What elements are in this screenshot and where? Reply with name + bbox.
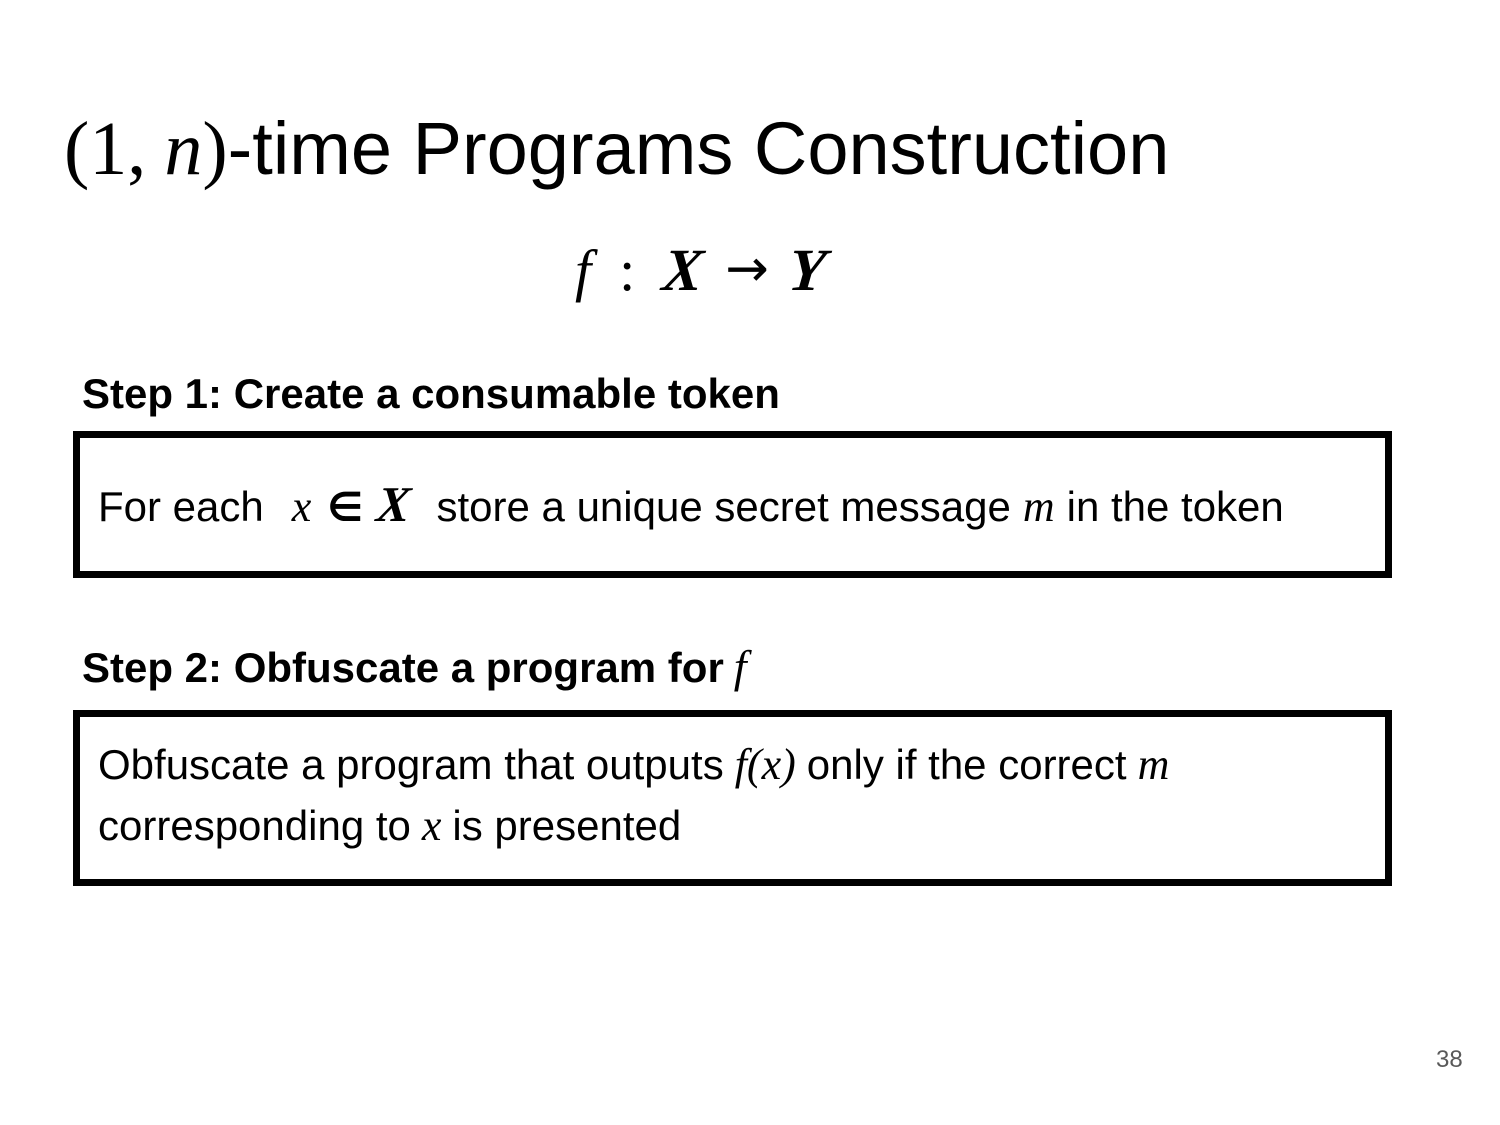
- slide-title: [64, 104, 1169, 195]
- step2-box-line1: [98, 735, 1365, 796]
- title-math-close: ): [202, 107, 228, 191]
- step1-box-text: [98, 470, 1284, 539]
- page-number: 38: [1436, 1046, 1463, 1073]
- title-math-var-n: n: [164, 107, 203, 191]
- step2-box-line2: [98, 796, 1365, 857]
- step1-text-in-token: in the token: [1066, 483, 1284, 530]
- element-of-symbol: ∈: [327, 485, 364, 531]
- formula-colon: :: [619, 238, 636, 303]
- step1-text-store: store a unique secret message: [436, 483, 1011, 530]
- step2-text-obfuscate: Obfuscate a program that outputs: [98, 741, 724, 788]
- step1-heading: Step 1: Create a consumable token: [82, 370, 780, 417]
- title-math-open: (1,: [64, 107, 147, 191]
- step2-box: [73, 710, 1392, 886]
- step1-text-for-each: For each: [98, 483, 264, 530]
- title-text: -time Programs Construction: [227, 107, 1170, 190]
- maps-to-arrow-icon: →: [725, 239, 769, 299]
- step2-text-presented: is presented: [452, 801, 682, 849]
- step2-text-only-if: only if the correct: [806, 741, 1127, 788]
- step2-heading: [82, 642, 747, 693]
- formula-domain-set: X: [659, 237, 707, 303]
- step1-box: [73, 431, 1392, 578]
- step2-var-m: m: [1137, 740, 1170, 789]
- step1-set-x: X: [374, 476, 414, 532]
- step2-heading-text: Step 2: Obfuscate a program for: [82, 644, 724, 691]
- step1-var-x: x: [291, 482, 312, 531]
- step2-var-x: x: [421, 800, 442, 850]
- step2-text-corresponding: corresponding to: [98, 801, 411, 849]
- formula-codomain-set: Y: [785, 237, 829, 303]
- step2-heading-var-f: f: [733, 641, 747, 692]
- step1-var-m: m: [1022, 482, 1055, 531]
- formula-f: f: [575, 238, 592, 303]
- function-formula: [575, 234, 829, 306]
- step2-var-fx: f(x): [734, 740, 796, 789]
